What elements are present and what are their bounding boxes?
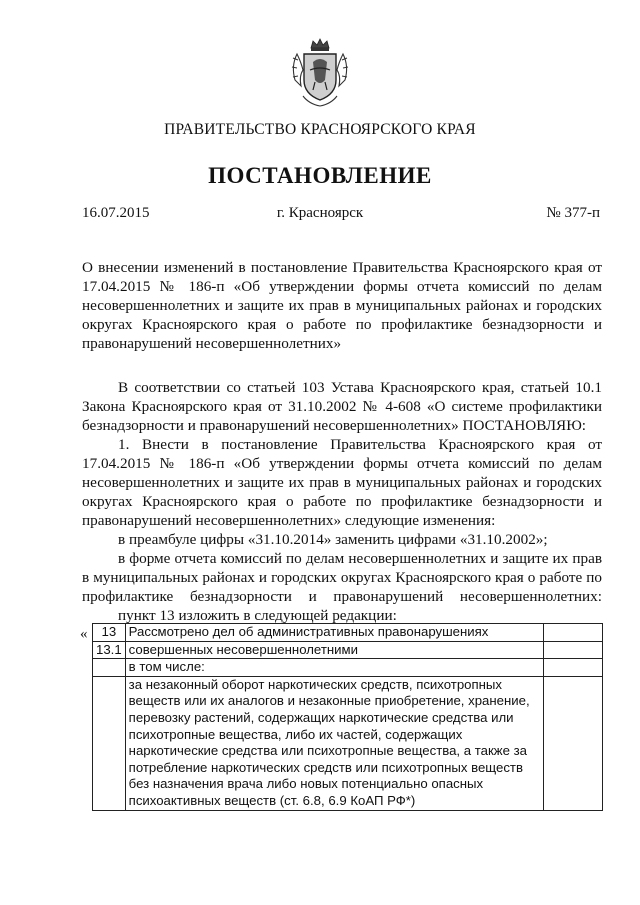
- row-value-cell: [544, 624, 603, 642]
- item-1-paragraph: 1. Внести в постановление Правительства Красноярского края от 17.04.2015 № 186-п «Об утверждении формы отчета комиссий по делам несовершеннолетних и защите их прав в муниципальных районах и городских округах Красноярского края о работе по профилактике безнадзорности и правонарушений несовершеннолетних» следующие изменения:: [82, 436, 602, 529]
- table-row: [93, 659, 603, 677]
- row-number: 13.1: [93, 641, 126, 659]
- document-body: [82, 378, 602, 625]
- opening-quote-mark: «: [80, 626, 88, 642]
- document-date: 16.07.2015: [82, 205, 150, 221]
- table-row: [93, 624, 603, 642]
- document-type-title: ПОСТАНОВЛЕНИЕ: [208, 163, 432, 188]
- row-number: [93, 676, 126, 810]
- row-text: в том числе:: [125, 659, 543, 677]
- row-value-cell: [544, 641, 603, 659]
- row-number: [93, 659, 126, 677]
- document-subject: О внесении изменений в постановление Правительства Красноярского края от 17.04.2015 № 186-п «Об утверждении формы отчета комиссий по делам несовершеннолетних и защите их прав в муниципальных районах и городских округах Красноярского края о работе по профилактике безнадзорности и правонарушений несовершеннолетних»: [82, 259, 602, 352]
- item-13-paragraph: пункт 13 изложить в следующей редакции:: [118, 607, 397, 624]
- row-text: совершенных несовершеннолетними: [125, 641, 543, 659]
- table-row: [93, 641, 603, 659]
- report-form-change-paragraph: в форме отчета комиссий по делам несовершеннолетних и защите их прав в муниципальных районах и городских округах Красноярского края о работе по профилактике безнадзорности и правонарушений несовершеннолетних:: [82, 550, 602, 605]
- row-value-cell: [544, 676, 603, 810]
- document-number: № 377-п: [546, 205, 600, 221]
- preamble-paragraph: В соответствии со статьей 103 Устава Красноярского края, статьей 10.1 Закона Красноярского края от 31.10.2002 № 4-608 «О системе профилактики безнадзорности и правонарушений несовершеннолетних» ПОСТАНОВЛЯЮ:: [82, 379, 602, 434]
- document-city: г. Красноярск: [276, 205, 364, 221]
- row-number: 13: [93, 624, 126, 642]
- row-value-cell: [544, 659, 603, 677]
- amendment-table: [92, 623, 603, 811]
- preamble-change-paragraph: в преамбуле цифры «31.10.2014» заменить цифрами «31.10.2002»;: [118, 531, 548, 548]
- government-title: ПРАВИТЕЛЬСТВО КРАСНОЯРСКОГО КРАЯ: [164, 121, 476, 138]
- coat-of-arms-icon: [289, 36, 351, 112]
- table-row: [93, 676, 603, 810]
- row-text: Рассмотрено дел об административных правонарушениях: [125, 624, 543, 642]
- row-text: за незаконный оборот наркотических средств, психотропных веществ или их аналогов и незаконные приобретение, хранение, перевозку растений, содержащих наркотические средства или психотропные вещества, либо их частей, содержащих наркотические средства или психотропные вещества, а также за потребление наркотических средств или психотропных веществ без назначения врача либо новых потенциально опасных психоактивных веществ (ст. 6.8, 6.9 КоАП РФ*): [125, 676, 543, 810]
